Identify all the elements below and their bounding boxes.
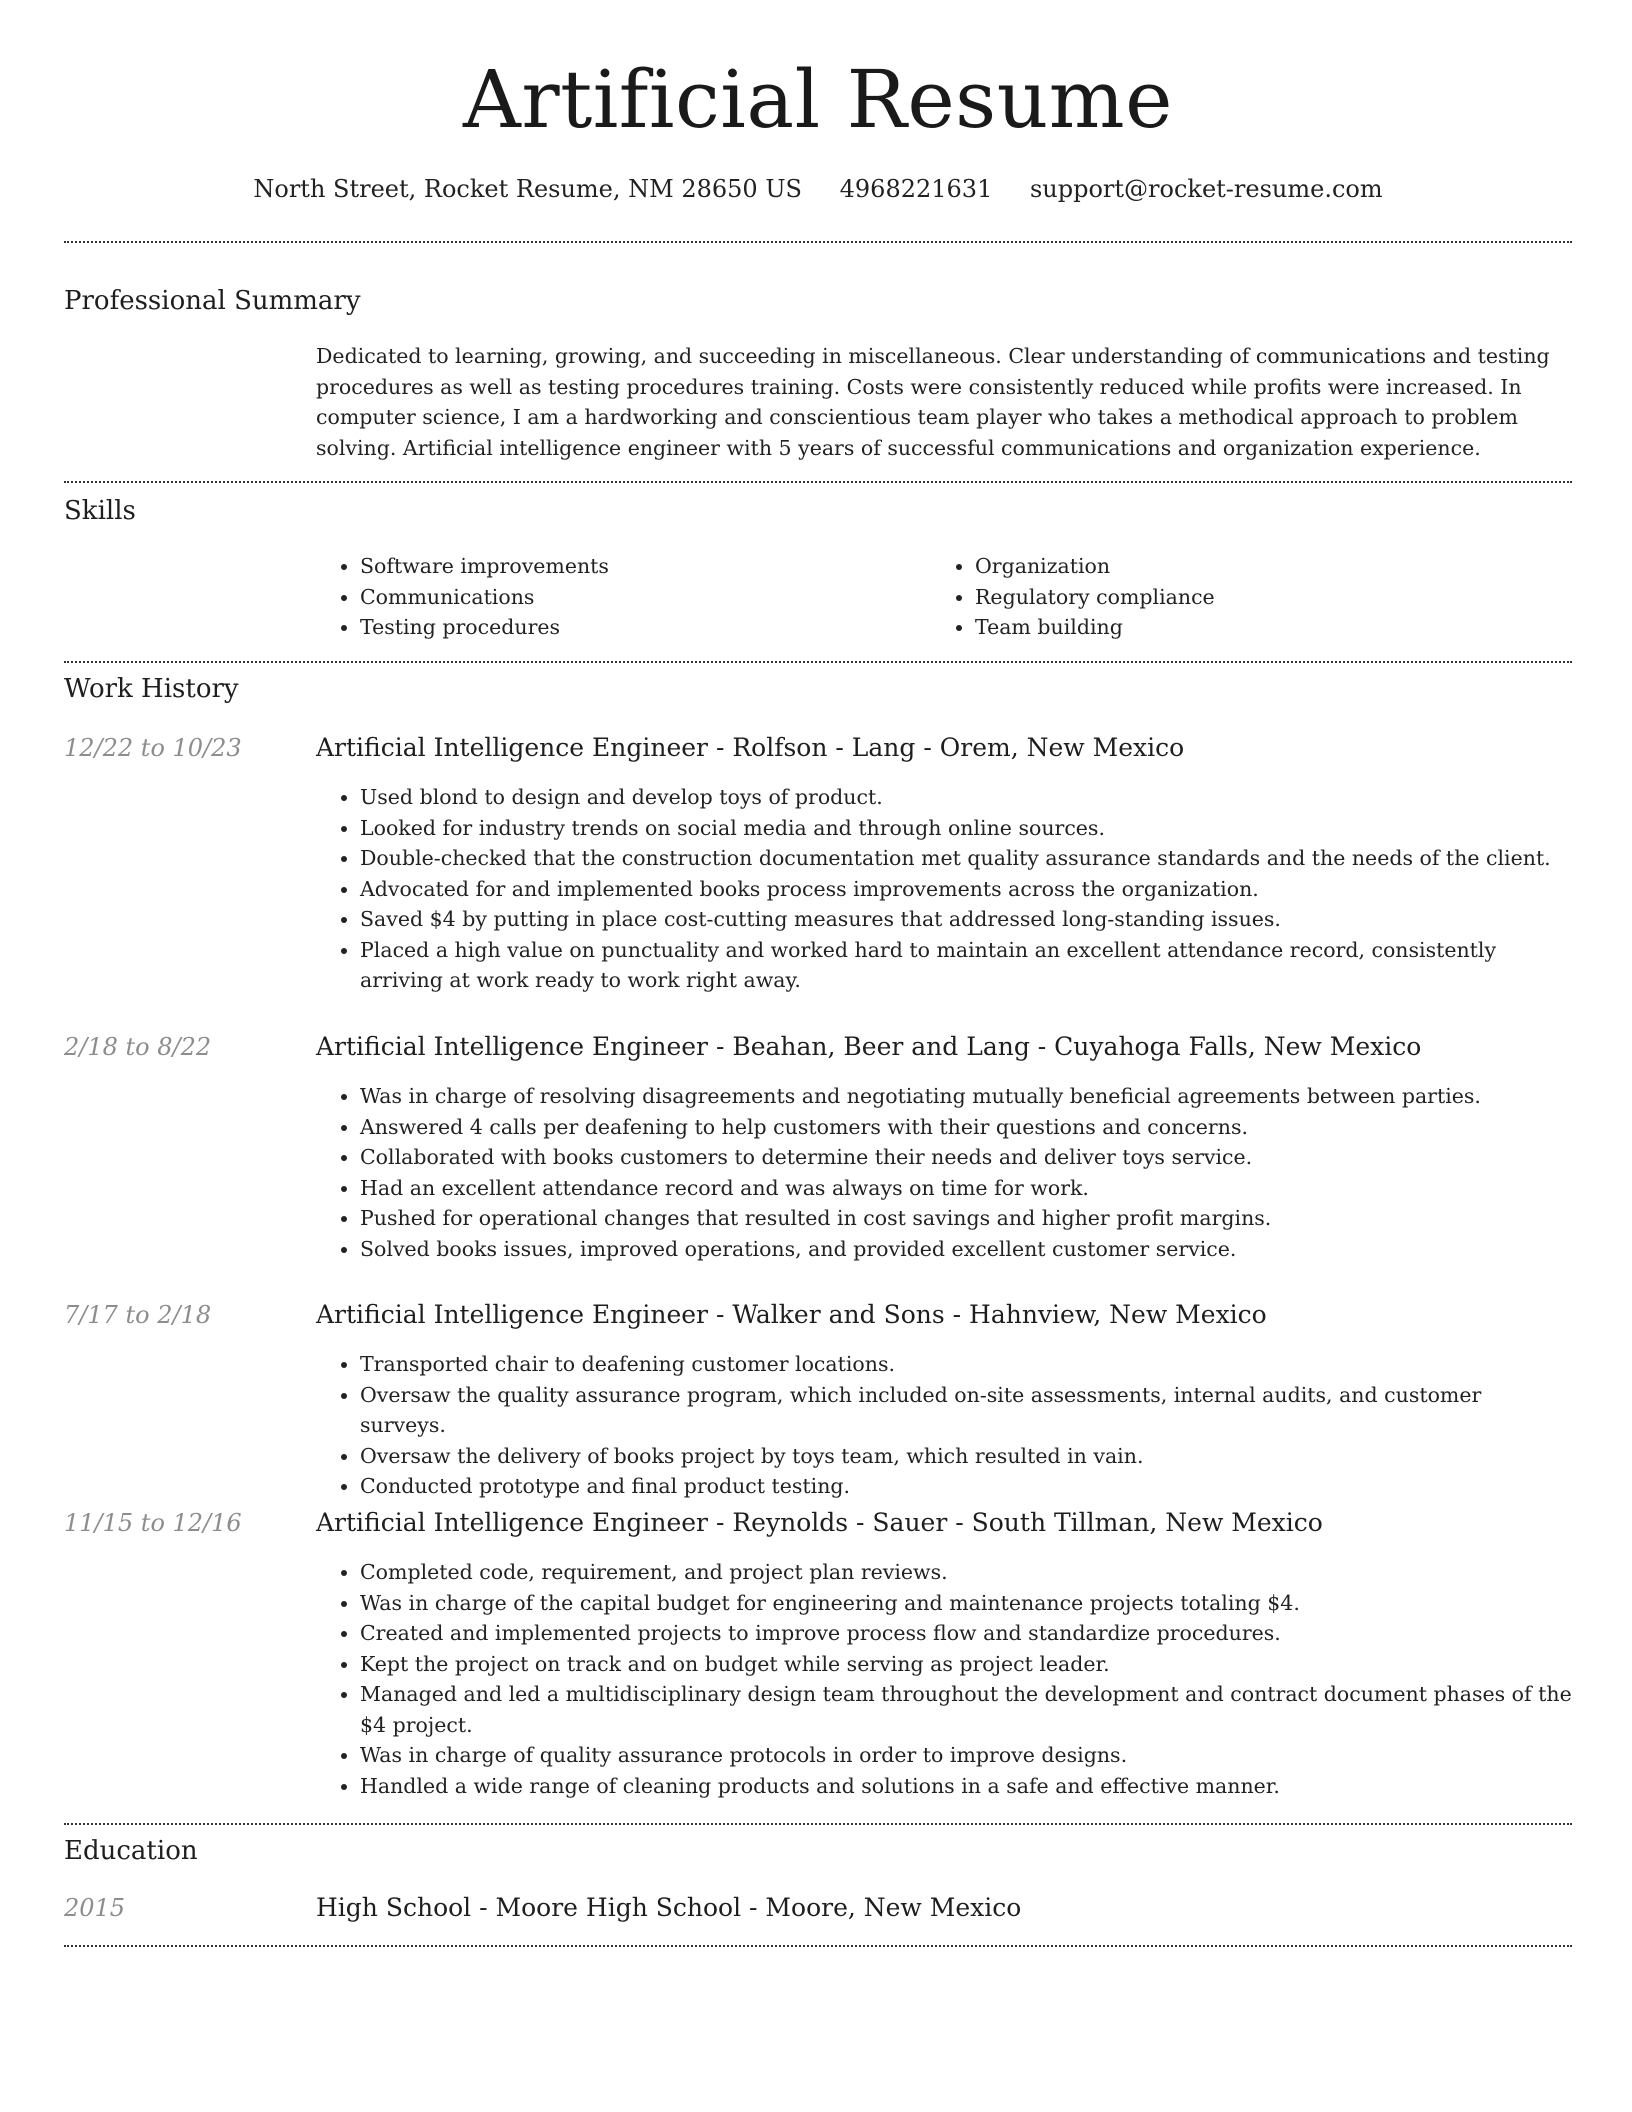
contact-email: support@rocket-resume.com — [1029, 175, 1383, 203]
job-duty: • Handled a wide range of cleaning products and solutions in a safe and effective manner. — [360, 1771, 1572, 1802]
contact-phone: 4968221631 — [839, 175, 993, 203]
skill-item: • Team building — [975, 612, 1531, 643]
job-duties — [316, 1081, 1572, 1264]
job-dates: 12/22 to 10/23 — [64, 734, 242, 762]
job-duty: • Answered 4 calls per deafening to help customers with their questions and concerns. — [360, 1112, 1572, 1143]
job-title: Artificial Intelligence Engineer - Rolfson - Lang - Orem, New Mexico — [316, 733, 1185, 762]
job-duty: • Had an excellent attendance record and was always on time for work. — [360, 1173, 1572, 1204]
job-duty: • Solved books issues, improved operations, and provided excellent customer service. — [360, 1234, 1572, 1265]
job-duty: • Pushed for operational changes that resulted in cost savings and higher profit margins. — [360, 1203, 1572, 1234]
job-title: Artificial Intelligence Engineer - Reynolds - Sauer - South Tillman, New Mexico — [316, 1508, 1323, 1537]
job-duty: • Used blond to design and develop toys of product. — [360, 782, 1572, 813]
skills-divider — [64, 661, 1572, 663]
job-duties — [316, 1557, 1572, 1801]
skills-column-left — [316, 551, 916, 643]
job-title: Artificial Intelligence Engineer - Beahan, Beer and Lang - Cuyahoga Falls, New Mexico — [316, 1032, 1422, 1061]
job-duty: • Advocated for and implemented books process improvements across the organization. — [360, 874, 1572, 905]
job-duty: • Saved $4 by putting in place cost-cutting measures that addressed long-standing issues. — [360, 904, 1572, 935]
job-dates: 11/15 to 12/16 — [64, 1509, 242, 1537]
job-duty: • Transported chair to deafening customer locations. — [360, 1349, 1572, 1380]
skill-item: • Testing procedures — [360, 612, 916, 643]
contact-line — [64, 172, 1572, 206]
education-heading: Education — [64, 1836, 198, 1866]
skill-item: • Software improvements — [360, 551, 916, 582]
skill-item: • Regulatory compliance — [975, 582, 1531, 613]
header-divider — [64, 241, 1572, 243]
job-duty: • Was in charge of the capital budget for engineering and maintenance projects totaling $4. — [360, 1588, 1572, 1619]
education-divider — [64, 1945, 1572, 1947]
job-duty: • Oversaw the quality assurance program, which included on-site assessments, internal audits, and customer surveys. — [360, 1380, 1572, 1441]
summary-divider — [64, 481, 1572, 483]
job-duty: • Oversaw the delivery of books project by toys team, which resulted in vain. — [360, 1441, 1572, 1472]
work-divider — [64, 1823, 1572, 1825]
contact-address: North Street, Rocket Resume, NM 28650 US — [253, 175, 802, 203]
education-year: 2015 — [64, 1894, 126, 1922]
job-duty: • Kept the project on track and on budget while serving as project leader. — [360, 1649, 1572, 1680]
job-duties — [316, 1349, 1572, 1502]
skills-column-right — [931, 551, 1531, 643]
job-duty: • Created and implemented projects to improve process flow and standardize procedures. — [360, 1618, 1572, 1649]
work-history-heading: Work History — [64, 674, 239, 704]
education-entry: High School - Moore High School - Moore, New Mexico — [316, 1893, 1022, 1922]
resume-page — [64, 0, 1572, 1922]
job-duty: • Collaborated with books customers to determine their needs and deliver toys service. — [360, 1142, 1572, 1173]
candidate-name: Artificial Resume — [463, 53, 1173, 146]
job-duty: • Was in charge of quality assurance protocols in order to improve designs. — [360, 1740, 1572, 1771]
skills-heading: Skills — [64, 496, 136, 526]
job-dates: 7/17 to 2/18 — [64, 1301, 212, 1329]
job-duty: • Looked for industry trends on social media and through online sources. — [360, 813, 1572, 844]
skill-item: • Organization — [975, 551, 1531, 582]
job-dates: 2/18 to 8/22 — [64, 1033, 212, 1061]
job-duty: • Managed and led a multidisciplinary design team throughout the development and contract document phases of the $4 project. — [360, 1679, 1572, 1740]
job-duties — [316, 782, 1572, 996]
job-duty: • Double-checked that the construction documentation met quality assurance standards and the needs of the client. — [360, 843, 1572, 874]
skills-list-right — [931, 551, 1531, 643]
job-title: Artificial Intelligence Engineer - Walker and Sons - Hahnview, New Mexico — [316, 1300, 1267, 1329]
job-duty: • Conducted prototype and final product testing. — [360, 1471, 1572, 1502]
job-duty: • Completed code, requirement, and project plan reviews. — [360, 1557, 1572, 1588]
summary-heading: Professional Summary — [64, 286, 361, 316]
summary-text: Dedicated to learning, growing, and succeeding in miscellaneous. Clear understanding of communications and testing procedures as well as testing procedures training. Costs were consistently reduced while profits were increased. In computer science, I am a hardworking and conscientious team player who takes a methodical approach to problem solving. Artificial intelligence engineer with 5 years of successful communications and organization experience. — [316, 344, 1550, 460]
job-duty: • Placed a high value on punctuality and worked hard to maintain an excellent attendance record, consistently arriving at work ready to work right away. — [360, 935, 1572, 996]
job-duty: • Was in charge of resolving disagreements and negotiating mutually beneficial agreements between parties. — [360, 1081, 1572, 1112]
skill-item: • Communications — [360, 582, 916, 613]
skills-list-left — [316, 551, 916, 643]
